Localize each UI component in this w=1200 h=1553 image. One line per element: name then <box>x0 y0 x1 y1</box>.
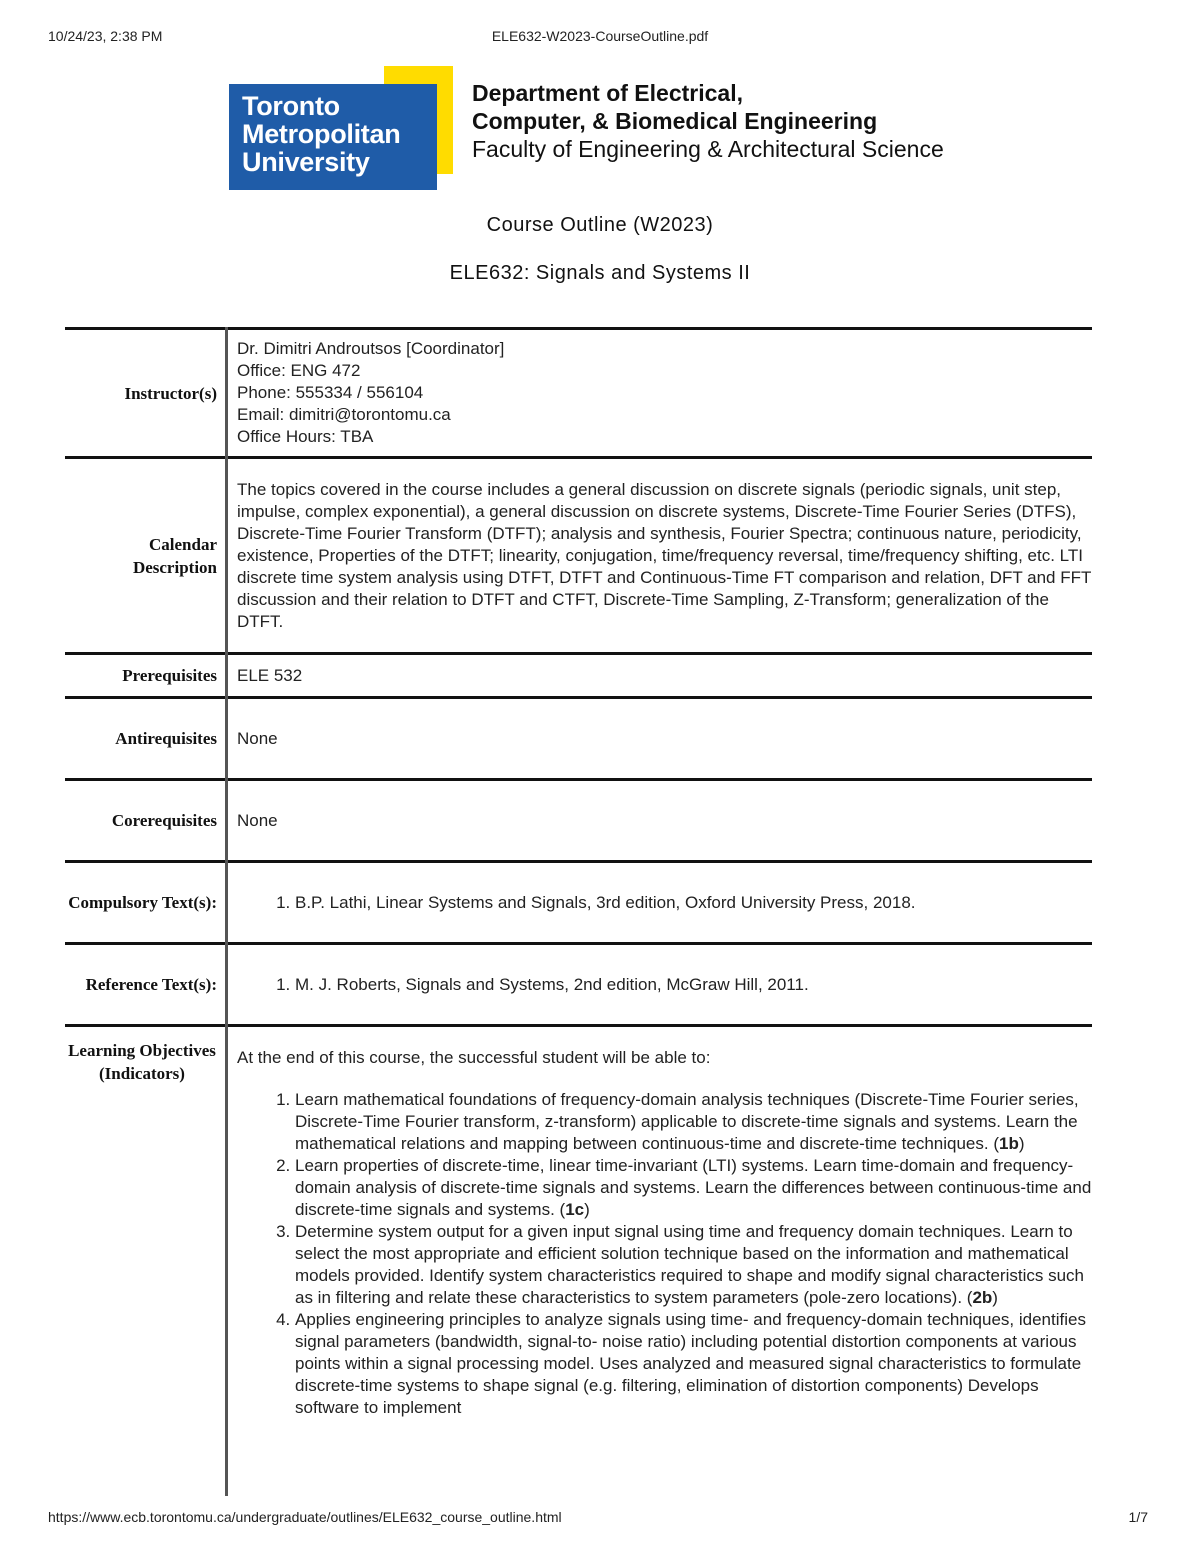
objective-text: Learn properties of discrete-time, linear time-invariant (LTI) systems. Learn time-domain and frequency-domain analysis of discrete-time signals and systems. Learn the differences between continuous-time and discrete-time signals and systems. ( <box>295 1156 1092 1219</box>
course-info-table <box>65 327 1092 1496</box>
print-datetime: 10/24/23, 2:38 PM <box>48 28 163 44</box>
corequisites-value: None <box>237 810 278 830</box>
indicator-code: 2b <box>972 1288 993 1307</box>
calendar-label: Calendar Description <box>65 458 227 654</box>
calendar-row <box>65 458 1092 654</box>
objective-item-1 <box>295 1089 1092 1155</box>
logo-line-2: Metropolitan <box>242 119 401 149</box>
logo-line-3: University <box>242 147 370 177</box>
department-line-1: Department of Electrical, <box>472 80 743 106</box>
department-heading <box>472 79 944 163</box>
reference-texts-value <box>227 944 1093 1026</box>
instructor-row <box>65 329 1092 458</box>
objective-close: ) <box>1018 1134 1025 1153</box>
instructor-phone: Phone: 555334 / 556104 <box>237 383 424 402</box>
print-url: https://www.ecb.torontomu.ca/undergraduate/outlines/ELE632_course_outline.html <box>48 1509 562 1525</box>
prerequisites-label: Prerequisites <box>65 654 227 698</box>
instructor-label: Instructor(s) <box>65 329 227 458</box>
reference-texts-label: Reference Text(s): <box>65 944 227 1026</box>
learning-objectives-value <box>227 1026 1093 1496</box>
course-title: ELE632: Signals and Systems II <box>449 262 751 284</box>
objective-text: Determine system output for a given input signal using time and frequency domain techniques. Learn to select the most appropriate and efficient solution technique based on the information and mathematical models provided. Identify system characteristics required to shape and modify signal characteristics such as in filtering and relate these characteristics to system parameters (pole-zero locations). ( <box>295 1222 1084 1307</box>
corequisites-label: Corerequisites <box>65 780 227 862</box>
learning-objectives-intro: At the end of this course, the successful student will be able to: <box>237 1048 711 1067</box>
compulsory-text-item: 1. B.P. Lathi, Linear Systems and Signals, 3rd edition, Oxford University Press, 2018. <box>295 892 1092 914</box>
instructor-name: Dr. Dimitri Androutsos [Coordinator] <box>237 339 505 358</box>
instructor-office-hours: Office Hours: TBA <box>237 427 374 446</box>
learning-objectives-row <box>65 1026 1092 1496</box>
print-page-number: 1/7 <box>1128 1509 1148 1525</box>
compulsory-texts-row <box>65 862 1092 944</box>
reference-texts-row <box>65 944 1092 1026</box>
logo-line-1: Toronto <box>242 91 340 121</box>
antirequisites-row <box>65 698 1092 780</box>
print-doc-title: ELE632-W2023-CourseOutline.pdf <box>491 28 709 44</box>
learning-objectives-label: Learning Objectives (Indicators) <box>65 1026 227 1496</box>
objective-item-3 <box>295 1221 1092 1309</box>
department-line-2: Computer, & Biomedical Engineering <box>472 108 878 134</box>
corequisites-row <box>65 780 1092 862</box>
objective-close: ) <box>992 1288 998 1307</box>
objective-text: Applies engineering principles to analyze signals using time- and frequency-domain techniques, identifies signal parameters (bandwidth, signal-to- noise ratio) including potential distortion components at various points within a signal processing model. Uses analyzed and measured signal characteristics to formulate discrete-time systems to shape signal (e.g. filtering, elimination of distortion components) Develops software to implement <box>295 1310 1086 1417</box>
prerequisites-value: ELE 532 <box>237 665 303 685</box>
objective-close: ) <box>584 1200 590 1219</box>
reference-text-item: 1. M. J. Roberts, Signals and Systems, 2nd edition, McGraw Hill, 2011. <box>295 974 1092 996</box>
instructor-office: Office: ENG 472 <box>237 361 361 380</box>
objective-item-4 <box>295 1309 1092 1419</box>
instructor-email: Email: dimitri@torontomu.ca <box>237 405 451 424</box>
instructor-value <box>227 329 1093 458</box>
indicator-code: 1c <box>565 1200 585 1219</box>
indicator-code: 1b <box>999 1134 1019 1153</box>
objective-text: Learn mathematical foundations of frequency-domain analysis techniques (Discrete-Time Fourier series, Discrete-Time Fourier transform, z-transform) applicable to discrete-time signals and systems. Learn the mathematical relations and mapping between continuous-time and discrete-time techniques. ( <box>295 1090 1079 1153</box>
faculty-line: Faculty of Engineering & Architectural Science <box>472 136 944 162</box>
prerequisites-row <box>65 654 1092 698</box>
compulsory-texts-value <box>227 862 1093 944</box>
outline-title: Course Outline (W2023) <box>486 214 714 236</box>
logo-wordmark <box>242 92 400 176</box>
calendar-description: The topics covered in the course includes a general discussion on discrete signals (periodic signals, unit step, impulse, complex exponential), a general discussion on discrete systems, Discrete-Time Fourier Series (DTFS), Discrete-Time Fourier Transform (DTFT); analysis and synthesis, Fourier Spectra; continuous nature, periodicity, existence, Properties of the DTFT; linearity, conjugation, time/frequency reversal, time/frequency shifting, etc. LTI discrete time system analysis using DTFT, DTFT and Continuous-Time FT comparison and relation, DFT and FFT discussion and their relation to DTFT and CTFT, Discrete-Time Sampling, Z-Transform; generalization of the DTFT. <box>237 479 1092 631</box>
compulsory-texts-label: Compulsory Text(s): <box>65 862 227 944</box>
objective-item-2 <box>295 1155 1092 1221</box>
antirequisites-label: Antirequisites <box>65 698 227 780</box>
antirequisites-value: None <box>237 728 278 748</box>
